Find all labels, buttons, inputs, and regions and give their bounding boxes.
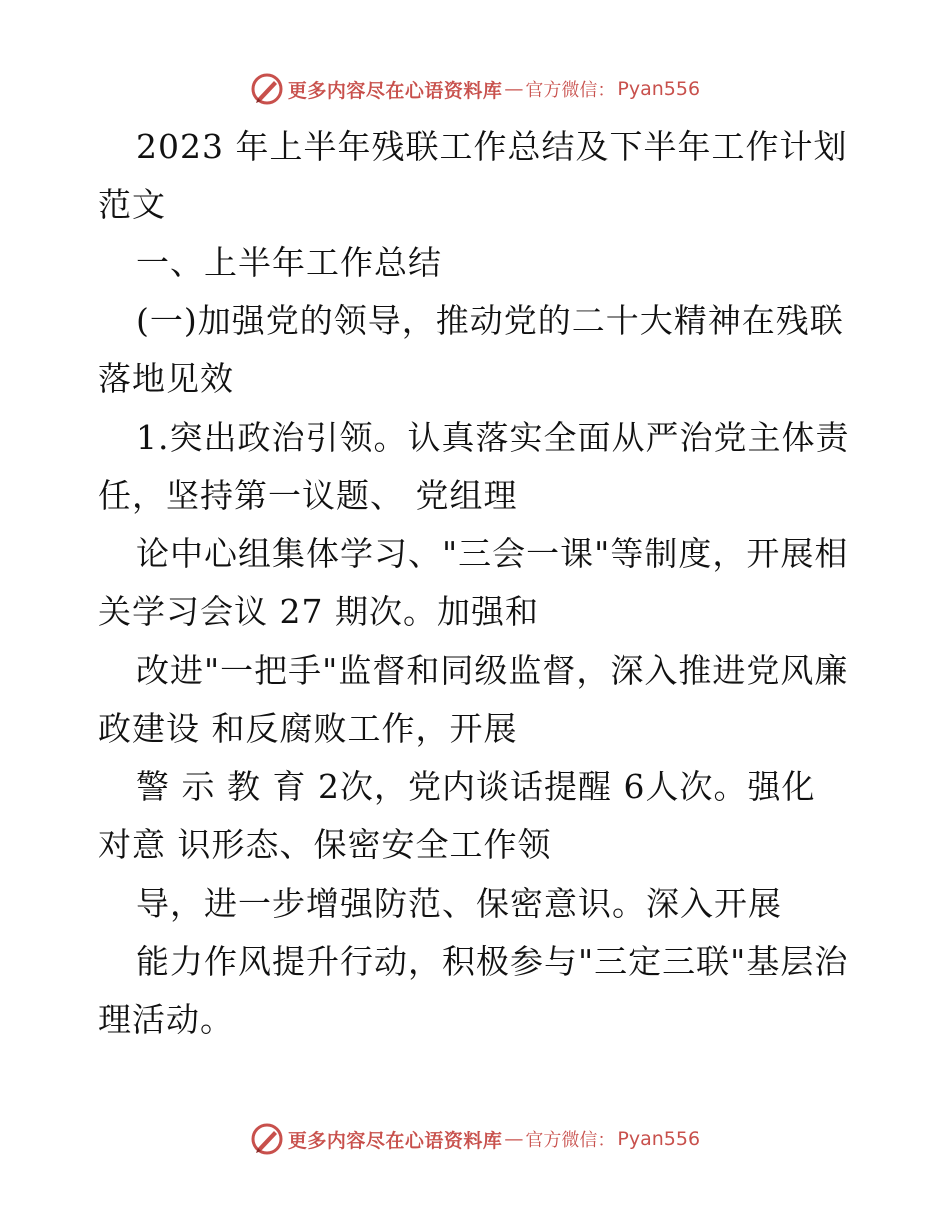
watermark-separator: — (504, 1128, 524, 1150)
footer-watermark (0, 1122, 950, 1156)
watermark-official-text: 官方微信： (525, 80, 616, 101)
paragraph-line: 对意 识形态、保密安全工作领 (98, 825, 552, 864)
paragraph-line: 1.突出政治引领。认真落实全面从严治党主体责 (136, 418, 850, 457)
watermark-official-text: 官方微信： (525, 1130, 616, 1151)
pen-circle-logo-icon (250, 72, 284, 106)
document-title-line-2: 范文 (98, 185, 166, 224)
watermark-separator: — (504, 78, 524, 100)
header-watermark (0, 72, 950, 106)
paragraph-line: 改进"一把手"监督和同级监督，深入推进党风廉 (136, 651, 849, 690)
paragraph-line: 关学习会议 27 期次。加强和 (98, 592, 539, 631)
paragraph-line: 理活动。 (98, 1000, 234, 1039)
watermark-main-text: 更多内容尽在心语资料库 (287, 1129, 503, 1152)
paragraph-line: 任，坚持第一议题、 党组理 (98, 476, 518, 515)
subsection-heading-line-2: 落地见效 (98, 359, 234, 398)
subsection-heading-line-1: (一)加强党的领导，推动党的二十大精神在残联 (136, 301, 844, 340)
paragraph-line: 论中心组集体学习、"三会一课"等制度，开展相 (136, 534, 849, 573)
paragraph-line: 警 示 教 育 2次，党内谈话提醒 6人次。强化 (136, 767, 816, 806)
watermark-id-text: Pyan556 (617, 78, 701, 100)
watermark-main-text: 更多内容尽在心语资料库 (287, 79, 503, 102)
pen-circle-logo-icon (250, 1122, 284, 1156)
document-title-line-1: 2023 年上半年残联工作总结及下半年工作计划 (136, 127, 848, 166)
section-heading: 一、上半年工作总结 (136, 243, 442, 282)
watermark-id-text: Pyan556 (617, 1128, 701, 1150)
paragraph-line: 政建设 和反腐败工作，开展 (98, 709, 518, 748)
paragraph-line: 导，进一步增强防范、保密意识。深入开展 (136, 884, 782, 923)
paragraph-line: 能力作风提升行动，积极参与"三定三联"基层治 (136, 942, 849, 981)
